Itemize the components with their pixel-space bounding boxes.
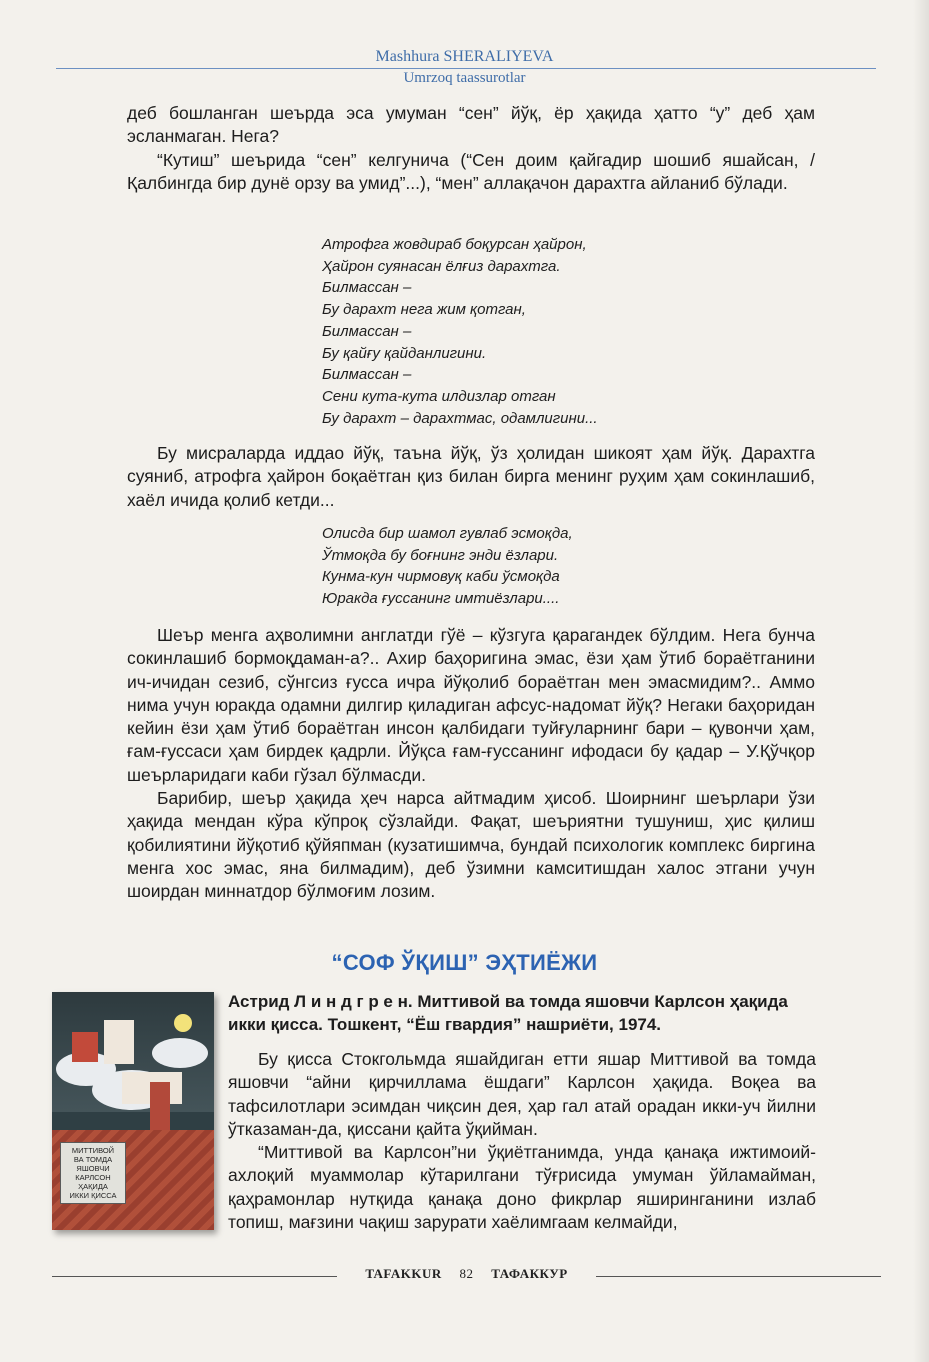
poem-line: Билмассан – [322, 322, 412, 340]
book-caption-text: Астрид Л и н д г р е н. Миттивой ва томда яшовчи Карлсон ҳақида икки қисса. Тошкент, “Ёш гвардия” нашриёти, 1974. [228, 992, 788, 1035]
poem-line: Ўтмоқда бу боғнинг энди ёзлари. [322, 546, 559, 564]
text-block-bottom [127, 624, 815, 904]
cover-title-line: ВА ТОМДА [73, 1155, 113, 1164]
footer [337, 1266, 596, 1282]
paragraph: деб бошланган шеърда эса умуман “сен” йўқ, ёр ҳақида ҳатто “у” деб ҳам эсланмаган. Нега? [127, 103, 815, 147]
poem-line: Билмассан – [322, 279, 412, 297]
page-number: 82 [459, 1266, 474, 1281]
section-heading: “СОФ ЎҚИШ” ЭҲТИЁЖИ [331, 950, 598, 975]
cover-title-line: МИТТИВОЙ [71, 1146, 115, 1155]
moon-icon [174, 1014, 192, 1032]
house-icon [72, 1032, 98, 1062]
paragraph: “Кутиш” шеърида “сен” келгунича (“Сен доим қайгадир шошиб яшайсан, / Қалбингда бир дунё орзу ва умид”...), “мен” аллақачон дарахтга айланиб бўлади. [127, 149, 815, 193]
header-author: Mashhura SHERALIYEVA [375, 48, 554, 65]
poem-line: Бу дарахт нега жим қотган, [322, 301, 526, 319]
poem-line: Сени кута-кута илдизлар отган [322, 387, 556, 405]
header-rule [56, 68, 876, 69]
poem-line: Билмассан – [322, 366, 412, 384]
book-caption [228, 990, 816, 1037]
cover-title-line: ЯШОВЧИ [76, 1164, 110, 1173]
footer-left-title: TAFAKKUR [365, 1266, 442, 1281]
footer-right-title: ТАФАККУР [491, 1266, 568, 1281]
book-cover-image [52, 992, 214, 1230]
cloud-icon [152, 1038, 208, 1068]
footer-rule-right [596, 1276, 881, 1277]
poem-1 [322, 234, 742, 429]
page-edge-shadow [913, 0, 929, 1362]
poem-2 [322, 523, 742, 610]
footer-rule-left [52, 1276, 337, 1277]
paragraph: Шеър менга аҳволимни англатди гўё – кўзгуга қарагандек бўлдим. Нега бунча сокинлашиб бормоқдаман-а?.. Ахир баҳоригина эмас, ёзи ҳам ўтиб бораётганини ич-ичидан сезиб, сўнгсиз ғусса ичра йўқолиб бораётган мен эмасмидим?.. Аммо нима учун юракда одамни дилгир қиладиган афсус-надомат йўқ? Негаки баҳоридан кейин ёзи ҳам ўтиб бораётган инсон қалбидаги туйғуларнинг бари – қувончи ҳам, ғам-ғуссаси ҳам бирдек қадрли. Йўқса ғам-ғуссанинг ифодаси бу қадар – У.Қўчқор шеърларидаги каби гўзал бўлмасди. [127, 625, 815, 785]
poem-line: Ҳайрон суянасан ёлғиз дарахтга. [322, 257, 561, 275]
paragraph: Бу қисса Стокгольмда яшайдиган етти яшар Миттивой ва томда яшовчи “айни қирчиллама ёшдаги” Карлсон ҳақида. Воқеа ва тафсилотлари эсимдан чиқсин дея, ҳар гал атай орадан икки-уч йилни ўтказаман-да, қиссани қайта ўқийман. [228, 1049, 816, 1139]
poem-line: Бу қайғу қайданлигини. [322, 344, 487, 362]
poem-line: Олисда бир шамол гувлаб эсмоқда, [322, 525, 573, 542]
poem-line: Атрофга жовдираб боқурсан ҳайрон, [322, 236, 587, 253]
poem-line: Юракда ғуссанинг имтиёзлари.... [322, 590, 560, 608]
text-block-book [228, 1048, 816, 1234]
house-icon [104, 1020, 134, 1064]
paragraph: “Миттивой ва Карлсон”ни ўқиётганимда, унда қанақа ижтимоий-ахлоқий муаммолар кўтарилгани тўғрисида умуман ўйламайман, қаҳрамонлар нутқида қанақа доно фикрлар яширинганини излаб топиш, мағзини чақиш зарурати хаёлимгаам келмайди, [228, 1142, 816, 1233]
cover-title-line: ҲАҚИДА [78, 1182, 108, 1191]
text-block-mid [127, 442, 815, 512]
poem-line: Кунма-кун чирмовуқ каби ўсмоқда [322, 568, 560, 586]
cover-title-line: КАРЛСОН [75, 1173, 111, 1182]
cover-title-line: ИККИ ҚИССА [69, 1191, 117, 1200]
paragraph: Барибир, шеър ҳақида ҳеч нарса айтмадим ҳисоб. Шоирнинг шеърлари ўзи ҳақида мендан кўра кўпроқ сўзлайди. Фақат, шеъриятни тушуниш, ҳис қилиш қобилиятини йўқотиб қўйяпман (кузатишимча, бундай психологик комплекс биргина менга хос эмас, яна билмадим), деб ўзимни камситишдан халос этгани учун шоирдан миннатдор бўлмоғим лозим. [127, 788, 815, 902]
paragraph: Бу мисраларда иддао йўқ, таъна йўқ, ўз ҳолидан шикоят ҳам йўқ. Дарахтга суяниб, атрофга ҳайрон боқаётган қиз билан бирга менинг руҳим ҳам сокинлашиб, хаёл ичида қолиб кетди... [127, 443, 815, 510]
cover-title-plate [60, 1142, 126, 1204]
text-block-top [127, 102, 815, 195]
poem-line: Бу дарахт – дарахтмас, одамлигини... [322, 409, 598, 427]
header-subtitle: Umrzoq taassurotlar [403, 70, 526, 86]
